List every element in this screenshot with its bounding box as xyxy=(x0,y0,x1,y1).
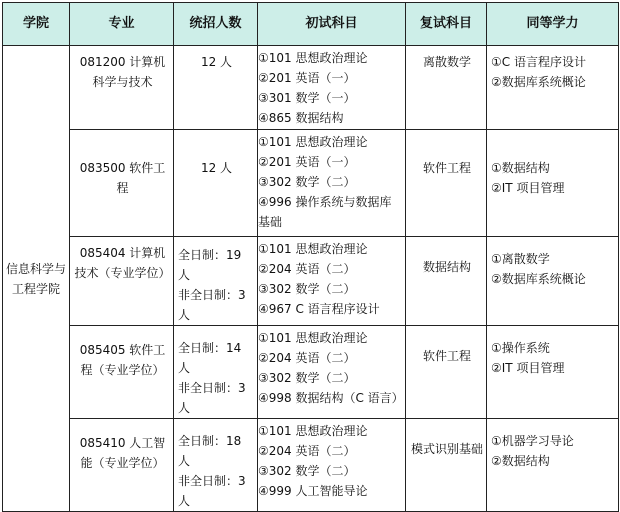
exam-subject: ③302 数学（二） xyxy=(258,282,356,296)
exam-subject: ②204 英语（二） xyxy=(258,351,356,365)
equiv-cell xyxy=(487,326,619,419)
header-equivalent-subjects: 同等学力 xyxy=(487,3,619,46)
exam-subject: ④998 数据结构（C 语言） xyxy=(258,391,404,405)
retest-cell xyxy=(406,46,487,130)
exam-subject: ①101 思想政治理论 xyxy=(258,242,368,256)
exam-cell xyxy=(258,130,406,237)
exam-subject: ②201 英语（一） xyxy=(258,71,356,85)
exam-subject: ①101 思想政治理论 xyxy=(258,331,368,345)
exam-subject: ①101 思想政治理论 xyxy=(258,135,368,149)
retest-cell xyxy=(406,237,487,326)
header-major: 专业 xyxy=(70,3,174,46)
equiv-subject: ②数据结构 xyxy=(491,454,550,468)
exam-subject: ④996 操作系统与数据库 xyxy=(258,195,392,209)
quota-text: 12 人 xyxy=(200,161,233,175)
major-text: 081200 计算机科学与技术 xyxy=(79,55,166,89)
exam-subject: ③301 数学（一） xyxy=(258,91,356,105)
header-exam-subjects: 初试科目 xyxy=(258,3,406,46)
equiv-cell xyxy=(487,237,619,326)
quota-text: 非全日制：3 人 xyxy=(178,474,246,508)
header-quota: 统招人数 xyxy=(174,3,258,46)
table-row xyxy=(3,237,619,326)
equiv-subject: ②数据库系统概论 xyxy=(491,272,586,286)
exam-cell xyxy=(258,46,406,130)
equiv-subject: ①C 语言程序设计 xyxy=(491,55,586,69)
major-text: 085410 人工智能（专业学位） xyxy=(79,436,166,470)
equiv-subject: ①离散数学 xyxy=(491,252,550,266)
equiv-subject: ②IT 项目管理 xyxy=(491,181,565,195)
quota-cell xyxy=(174,326,258,419)
retest-text: 模式识别基础 xyxy=(410,442,483,456)
header-college: 学院 xyxy=(3,3,70,46)
equiv-subject: ①机器学习导论 xyxy=(491,434,574,448)
quota-text: 全日制：14 人 xyxy=(178,341,242,375)
exam-subject: 基础 xyxy=(258,215,283,229)
header-retest-subjects: 复试科目 xyxy=(406,3,487,46)
exam-cell xyxy=(258,237,406,326)
exam-subject: ④999 人工智能导论 xyxy=(258,484,368,498)
major-cell xyxy=(70,46,174,130)
equiv-cell xyxy=(487,130,619,237)
exam-subject: ①101 思想政治理论 xyxy=(258,424,368,438)
exam-subject: ④865 数据结构 xyxy=(258,111,344,125)
equiv-subject: ①操作系统 xyxy=(491,341,550,355)
admissions-table xyxy=(2,2,619,512)
major-cell xyxy=(70,326,174,419)
equiv-subject: ①数据结构 xyxy=(491,161,550,175)
table-row xyxy=(3,326,619,419)
quota-text: 全日制：19 人 xyxy=(178,248,242,282)
retest-text: 软件工程 xyxy=(422,161,471,175)
major-text: 085404 计算机技术（专业学位） xyxy=(74,246,171,280)
retest-text: 数据结构 xyxy=(422,260,471,274)
header-row xyxy=(3,3,619,46)
exam-subject: ③302 数学（二） xyxy=(258,464,356,478)
table-row xyxy=(3,130,619,237)
major-cell xyxy=(70,130,174,237)
college-cell xyxy=(3,46,70,512)
major-text: 085405 软件工程（专业学位） xyxy=(79,343,166,377)
college-name: 信息科学与工程学院 xyxy=(5,261,66,296)
exam-subject: ③302 数学（二） xyxy=(258,175,356,189)
equiv-subject: ②IT 项目管理 xyxy=(491,361,565,375)
retest-text: 离散数学 xyxy=(422,55,471,69)
quota-text: 非全日制：3 人 xyxy=(178,288,246,322)
retest-cell xyxy=(406,326,487,419)
exam-cell xyxy=(258,326,406,419)
exam-subject: ②201 英语（一） xyxy=(258,155,356,169)
quota-cell xyxy=(174,46,258,130)
quota-text: 全日制：18 人 xyxy=(178,434,242,468)
exam-subject: ②204 英语（二） xyxy=(258,262,356,276)
major-cell xyxy=(70,237,174,326)
quota-cell xyxy=(174,130,258,237)
quota-text: 12 人 xyxy=(200,55,233,69)
equiv-cell xyxy=(487,46,619,130)
quota-text: 非全日制：3 人 xyxy=(178,381,246,415)
major-text: 083500 软件工程 xyxy=(79,161,166,195)
equiv-subject: ②数据库系统概论 xyxy=(491,75,586,89)
exam-subject: ④967 C 语言程序设计 xyxy=(258,302,380,316)
retest-cell xyxy=(406,130,487,237)
exam-subject: ①101 思想政治理论 xyxy=(258,51,368,65)
exam-subject: ③302 数学（二） xyxy=(258,371,356,385)
retest-text: 软件工程 xyxy=(422,349,471,363)
quota-cell xyxy=(174,237,258,326)
exam-subject: ②204 英语（二） xyxy=(258,444,356,458)
table-row xyxy=(3,46,619,130)
